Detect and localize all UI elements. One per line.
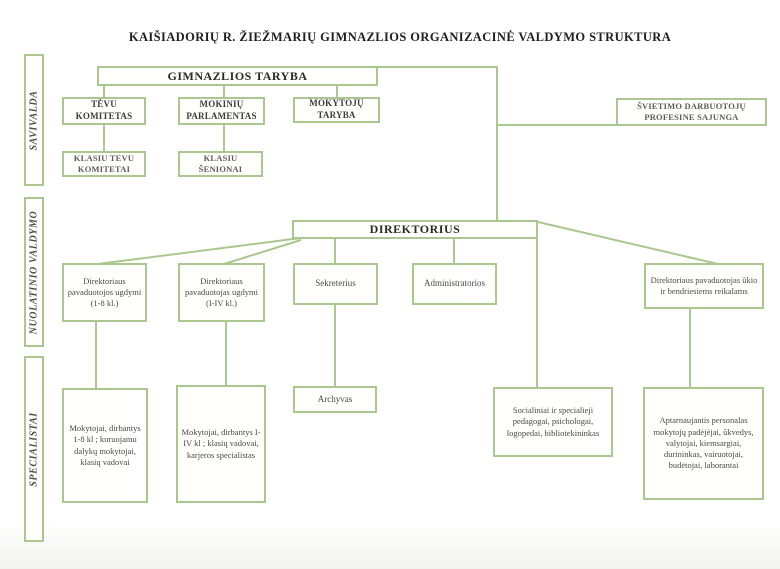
node-pavaduotojas-ugdymui-1-4: Direktoriaus pavaduotojas ugdymi (I-IV kl.) xyxy=(178,263,265,322)
node-mokytoju-taryba: MOKYTOJŲ TARYBA xyxy=(293,97,380,123)
connector-line xyxy=(98,238,301,264)
node-mokytojai-1-8: Mokytojai, dirbantys 1-8 kl ; kuruojamu dalykų mokytojai, klasių vadovai xyxy=(62,388,148,503)
node-administratorius: Administratorios xyxy=(412,263,497,305)
page-title: KAIŠIADORIŲ R. ŽIEŽMARIŲ GIMNAZLIOS ORGANIZACINĖ VALDYMO STRUKTURA xyxy=(128,30,672,44)
section-label: NUOLATINIO VALDYMO xyxy=(28,210,40,334)
node-sekreterius: Sekreterius xyxy=(293,263,378,305)
node-aptarnaujantis-personalas: Aptarnaujantis personalas mokytojų padėjėjai, ūkvedys, valytojai, kiemsargiai, durininkas, vairuotojai, budėtojai, laborantai xyxy=(643,387,764,500)
node-klasiu-tevu-komitetai: KLASIU TEVU KOMITETAI xyxy=(62,151,146,177)
section-specialistai xyxy=(24,356,44,542)
node-direktorius: DIREKTORIUS xyxy=(292,220,538,239)
node-socialiniai-pedagogai: Socialiniai ir specialieji pedagogai, psichologai, logopedai, bibliotekininkas xyxy=(493,387,613,457)
node-pavaduotoja-ugdymui-1-8: Direktoriaus pavaduotojos ugdymi (1-8 kl.) xyxy=(62,263,147,322)
section-savivalda xyxy=(24,54,44,186)
node-pavaduotojas-ukio: Direktoriaus pavaduotojas ūkio ir bendriesiems reikalams xyxy=(644,263,764,309)
node-mokiniu-parlamentas: MOKINIŲ PARLAMENTAS xyxy=(178,97,265,125)
section-label: SAVIVALDA xyxy=(28,89,40,151)
connector-line xyxy=(224,240,301,264)
node-tevu-komitetas: TĖVU KOMITETAS xyxy=(62,97,146,125)
node-archyvas: Archyvas xyxy=(293,386,377,413)
connector-line xyxy=(538,222,718,264)
node-svietimo-profsajunga: ŠVIETIMO DARBUOTOJŲ PROFESINE SAJUNGA xyxy=(616,98,767,126)
node-mokytojai-1-4: Mokytojai, dirbantys I-IV kl ; klasių vadovai, karjeros specialistas xyxy=(176,385,266,503)
section-nuolatinio-valdymo xyxy=(24,197,44,347)
node-gimnazlios-taryba: GIMNAZLIOS TARYBA xyxy=(97,66,378,86)
node-klasiu-senionai: KLASIU ŠENIONAI xyxy=(178,151,263,177)
section-label: SPECIALISTAI xyxy=(28,411,40,487)
